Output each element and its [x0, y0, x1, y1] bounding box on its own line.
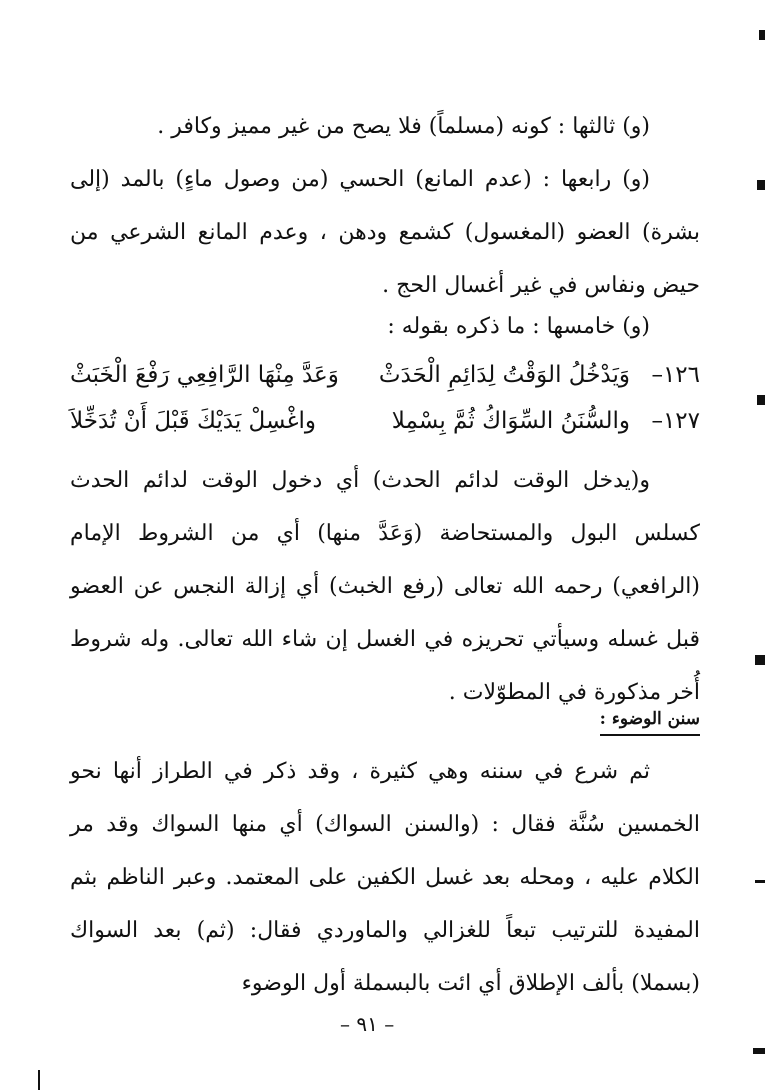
paragraph-condition-5: (و) خامسها : ما ذكره بقوله :	[387, 314, 650, 339]
verse-first-hemistich: والسُّنَنُ السِّوَاكُ ثُمَّ بِسْمِلا	[391, 408, 630, 434]
paragraph-sunan: ثم شرع في سننه وهي كثيرة ، وقد ذكر في الطراز أنها نحو الخمسين سُنَّة فقال : (والسنن السواك) أي منها السواك وقد مر الكلام عليه ، ومحله بعد غسل الكفين على المعتمد. وعبر الناظم بثم المفيدة للترتيب تبعاً للغزالي والماوردي فقال: (ثم) بعد السواك (بسملا) بألف الإطلاق أي ائت بالبسملة أول الوضوء	[70, 759, 700, 996]
scan-edge-mark	[757, 395, 765, 405]
scan-edge-mark	[757, 180, 765, 190]
verse-second-hemistich: وَعَدَّ مِنْهَا الرَّافِعِي رَفْعَ الْخَبَثْ	[70, 362, 339, 388]
scan-edge-mark	[38, 1070, 40, 1090]
scan-edge-mark	[753, 1048, 765, 1054]
scan-edge-mark	[755, 655, 765, 665]
verse-second-hemistich: واغْسِلْ يَدَيْكَ قَبْلَ أَنْ تُدَخِّلاَ	[70, 408, 317, 434]
verse-first-hemistich: وَيَدْخُلُ الوَقْتُ لِدَائِمِ الْحَدَثْ	[378, 362, 630, 388]
verse-number: ١٢٧–	[651, 408, 700, 434]
paragraph-condition-3: (و) ثالثها : كونه (مسلماً) فلا يصح من غير مميز وكافر .	[157, 114, 650, 139]
verse-row-126	[70, 352, 700, 398]
verse-row-127	[70, 398, 700, 444]
paragraph-condition-4: (و) رابعها : (عدم المانع) الحسي (من وصول ماءٍ) بالمد (إلى بشرة) العضو (المغسول) كشمع ودهن ، وعدم المانع الشرعي من حيض ونفاس في غير أغسال الحج .	[70, 167, 700, 298]
verse-number: ١٢٦–	[651, 362, 700, 388]
scan-edge-mark	[755, 880, 765, 883]
scan-edge-mark	[759, 30, 765, 40]
section-heading: سنن الوضوء :	[600, 706, 700, 736]
paragraph-commentary: و(يدخل الوقت لدائم الحدث) أي دخول الوقت لدائم الحدث كسلس البول والمستحاضة (وَعَدَّ منها) أي من الشروط الإمام (الرافعي) رحمه الله تعالى (رفع الخبث) أي إزالة النجس عن العضو قبل غسله وسيأتي تحريزه في الغسل إن شاء الله تعالى. وله شروط أُخر مذكورة في المطوّلات .	[70, 468, 700, 705]
page-number: – ٩١ –	[340, 1012, 395, 1036]
